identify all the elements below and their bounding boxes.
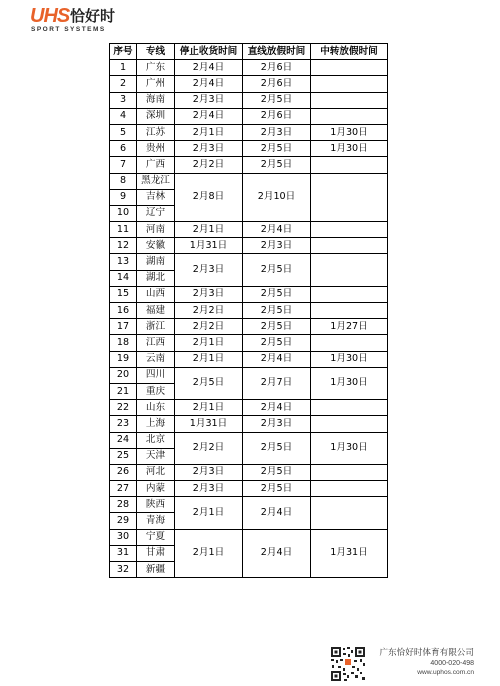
row-number-cell: 14 [110, 270, 137, 286]
table-row [110, 92, 388, 108]
header-transfer-holiday: 中转放假时间 [311, 44, 388, 60]
row-number-cell: 1 [110, 60, 137, 76]
row-direct-cell: 2月5日 [243, 254, 311, 286]
row-direct-cell: 2月6日 [243, 60, 311, 76]
table-row [110, 238, 388, 254]
row-number-cell: 26 [110, 464, 137, 480]
row-transfer-cell [311, 286, 388, 302]
row-number-cell: 27 [110, 481, 137, 497]
table-row [110, 497, 388, 513]
row-transfer-cell [311, 108, 388, 124]
company-phone: 4000-020-498 [430, 660, 474, 667]
row-number-cell: 23 [110, 416, 137, 432]
row-transfer-cell: 1月27日 [311, 319, 388, 335]
header-stop-receiving: 停止收货时间 [175, 44, 243, 60]
logo-subtitle: SPORT SYSTEMS [31, 26, 106, 33]
table-row [110, 141, 388, 157]
table-row [110, 464, 388, 480]
row-stop-cell: 2月3日 [175, 286, 243, 302]
row-stop-cell: 2月1日 [175, 124, 243, 140]
row-line-cell: 辽宁 [137, 205, 175, 221]
row-line-cell: 浙江 [137, 319, 175, 335]
qr-code-icon [330, 646, 366, 682]
company-url: www.uphos.com.cn [417, 669, 474, 676]
row-stop-cell: 2月1日 [175, 529, 243, 578]
table-row [110, 303, 388, 319]
row-line-cell: 天津 [137, 448, 175, 464]
row-number-cell: 15 [110, 286, 137, 302]
row-line-cell: 陕西 [137, 497, 175, 513]
row-number-cell: 12 [110, 238, 137, 254]
row-number-cell: 3 [110, 92, 137, 108]
row-transfer-cell: 1月30日 [311, 124, 388, 140]
row-direct-cell: 2月5日 [243, 464, 311, 480]
row-number-cell: 13 [110, 254, 137, 270]
logo-chinese-name: 恰好时 [70, 7, 116, 25]
row-stop-cell: 2月2日 [175, 303, 243, 319]
table-row [110, 481, 388, 497]
row-number-cell: 4 [110, 108, 137, 124]
row-line-cell: 云南 [137, 351, 175, 367]
row-stop-cell: 2月3日 [175, 464, 243, 480]
row-number-cell: 19 [110, 351, 137, 367]
row-stop-cell: 2月1日 [175, 335, 243, 351]
row-line-cell: 上海 [137, 416, 175, 432]
row-transfer-cell [311, 481, 388, 497]
row-number-cell: 2 [110, 76, 137, 92]
table-row [110, 60, 388, 76]
table-header-row [110, 44, 388, 60]
row-number-cell: 8 [110, 173, 137, 189]
row-number-cell: 25 [110, 448, 137, 464]
row-transfer-cell: 1月30日 [311, 367, 388, 399]
row-line-cell: 湖北 [137, 270, 175, 286]
row-stop-cell: 2月4日 [175, 76, 243, 92]
row-direct-cell: 2月5日 [243, 432, 311, 464]
row-number-cell: 7 [110, 157, 137, 173]
table-row [110, 319, 388, 335]
row-direct-cell: 2月4日 [243, 222, 311, 238]
row-stop-cell: 1月31日 [175, 416, 243, 432]
row-stop-cell: 2月2日 [175, 157, 243, 173]
row-stop-cell: 2月5日 [175, 367, 243, 399]
row-line-cell: 黑龙江 [137, 173, 175, 189]
row-number-cell: 30 [110, 529, 137, 545]
row-transfer-cell [311, 497, 388, 529]
row-transfer-cell [311, 400, 388, 416]
row-transfer-cell: 1月31日 [311, 529, 388, 578]
row-direct-cell: 2月6日 [243, 108, 311, 124]
row-line-cell: 深圳 [137, 108, 175, 124]
row-direct-cell: 2月4日 [243, 497, 311, 529]
row-stop-cell: 2月1日 [175, 351, 243, 367]
row-direct-cell: 2月6日 [243, 76, 311, 92]
company-logo [30, 6, 170, 36]
row-number-cell: 5 [110, 124, 137, 140]
logo-mark: UHS [30, 5, 70, 27]
row-number-cell: 11 [110, 222, 137, 238]
row-stop-cell: 2月3日 [175, 254, 243, 286]
row-transfer-cell [311, 222, 388, 238]
row-direct-cell: 2月5日 [243, 303, 311, 319]
table-row [110, 108, 388, 124]
row-line-cell: 河南 [137, 222, 175, 238]
row-direct-cell: 2月5日 [243, 92, 311, 108]
row-number-cell: 22 [110, 400, 137, 416]
row-number-cell: 28 [110, 497, 137, 513]
row-line-cell: 四川 [137, 367, 175, 383]
header-direct-holiday: 直线放假时间 [243, 44, 311, 60]
table-row [110, 173, 388, 189]
holiday-schedule-table [109, 43, 388, 578]
row-number-cell: 31 [110, 545, 137, 561]
row-transfer-cell [311, 416, 388, 432]
row-number-cell: 29 [110, 513, 137, 529]
table-row [110, 351, 388, 367]
row-direct-cell: 2月5日 [243, 335, 311, 351]
row-transfer-cell: 1月30日 [311, 141, 388, 157]
table-row [110, 157, 388, 173]
table-row [110, 529, 388, 545]
row-direct-cell: 2月4日 [243, 529, 311, 578]
row-stop-cell: 2月3日 [175, 481, 243, 497]
row-number-cell: 17 [110, 319, 137, 335]
row-line-cell: 河北 [137, 464, 175, 480]
table-row [110, 76, 388, 92]
table-row [110, 400, 388, 416]
row-line-cell: 宁夏 [137, 529, 175, 545]
row-number-cell: 24 [110, 432, 137, 448]
row-direct-cell: 2月7日 [243, 367, 311, 399]
row-line-cell: 海南 [137, 92, 175, 108]
row-line-cell: 江西 [137, 335, 175, 351]
row-stop-cell: 2月3日 [175, 92, 243, 108]
table-row [110, 432, 388, 448]
row-transfer-cell [311, 173, 388, 222]
row-stop-cell: 2月2日 [175, 319, 243, 335]
row-transfer-cell: 1月30日 [311, 351, 388, 367]
row-line-cell: 山西 [137, 286, 175, 302]
table-row [110, 222, 388, 238]
table-row [110, 124, 388, 140]
row-stop-cell: 2月1日 [175, 222, 243, 238]
row-line-cell: 重庆 [137, 383, 175, 399]
row-line-cell: 湖南 [137, 254, 175, 270]
row-direct-cell: 2月5日 [243, 286, 311, 302]
row-line-cell: 广西 [137, 157, 175, 173]
row-number-cell: 9 [110, 189, 137, 205]
row-number-cell: 32 [110, 562, 137, 578]
row-number-cell: 21 [110, 383, 137, 399]
row-number-cell: 18 [110, 335, 137, 351]
row-direct-cell: 2月3日 [243, 238, 311, 254]
row-line-cell: 贵州 [137, 141, 175, 157]
row-stop-cell: 2月4日 [175, 60, 243, 76]
row-number-cell: 10 [110, 205, 137, 221]
row-transfer-cell [311, 254, 388, 286]
company-name: 广东恰好时体育有限公司 [379, 648, 474, 658]
table-row [110, 254, 388, 270]
row-direct-cell: 2月3日 [243, 416, 311, 432]
row-line-cell: 山东 [137, 400, 175, 416]
row-transfer-cell [311, 464, 388, 480]
row-line-cell: 甘肃 [137, 545, 175, 561]
row-direct-cell: 2月5日 [243, 319, 311, 335]
row-number-cell: 16 [110, 303, 137, 319]
row-number-cell: 20 [110, 367, 137, 383]
row-direct-cell: 2月3日 [243, 124, 311, 140]
row-line-cell: 广州 [137, 76, 175, 92]
row-line-cell: 安徽 [137, 238, 175, 254]
row-transfer-cell [311, 303, 388, 319]
row-line-cell: 广东 [137, 60, 175, 76]
row-stop-cell: 2月8日 [175, 173, 243, 222]
row-line-cell: 新疆 [137, 562, 175, 578]
row-transfer-cell [311, 335, 388, 351]
row-direct-cell: 2月4日 [243, 400, 311, 416]
row-transfer-cell [311, 157, 388, 173]
table-row [110, 367, 388, 383]
row-line-cell: 福建 [137, 303, 175, 319]
row-direct-cell: 2月5日 [243, 157, 311, 173]
row-line-cell: 吉林 [137, 189, 175, 205]
row-line-cell: 青海 [137, 513, 175, 529]
row-stop-cell: 2月2日 [175, 432, 243, 464]
row-direct-cell: 2月5日 [243, 481, 311, 497]
row-direct-cell: 2月5日 [243, 141, 311, 157]
row-direct-cell: 2月10日 [243, 173, 311, 222]
table-row [110, 286, 388, 302]
row-transfer-cell [311, 76, 388, 92]
company-footer [370, 648, 474, 677]
header-line: 专线 [137, 44, 175, 60]
row-stop-cell: 2月4日 [175, 108, 243, 124]
row-line-cell: 江苏 [137, 124, 175, 140]
row-transfer-cell: 1月30日 [311, 432, 388, 464]
row-stop-cell: 2月1日 [175, 400, 243, 416]
header-no: 序号 [110, 44, 137, 60]
row-transfer-cell [311, 238, 388, 254]
row-stop-cell: 1月31日 [175, 238, 243, 254]
row-stop-cell: 2月3日 [175, 141, 243, 157]
row-stop-cell: 2月1日 [175, 497, 243, 529]
row-line-cell: 北京 [137, 432, 175, 448]
row-line-cell: 内蒙 [137, 481, 175, 497]
row-transfer-cell [311, 60, 388, 76]
table-row [110, 335, 388, 351]
row-transfer-cell [311, 92, 388, 108]
table-row [110, 416, 388, 432]
row-number-cell: 6 [110, 141, 137, 157]
row-direct-cell: 2月4日 [243, 351, 311, 367]
